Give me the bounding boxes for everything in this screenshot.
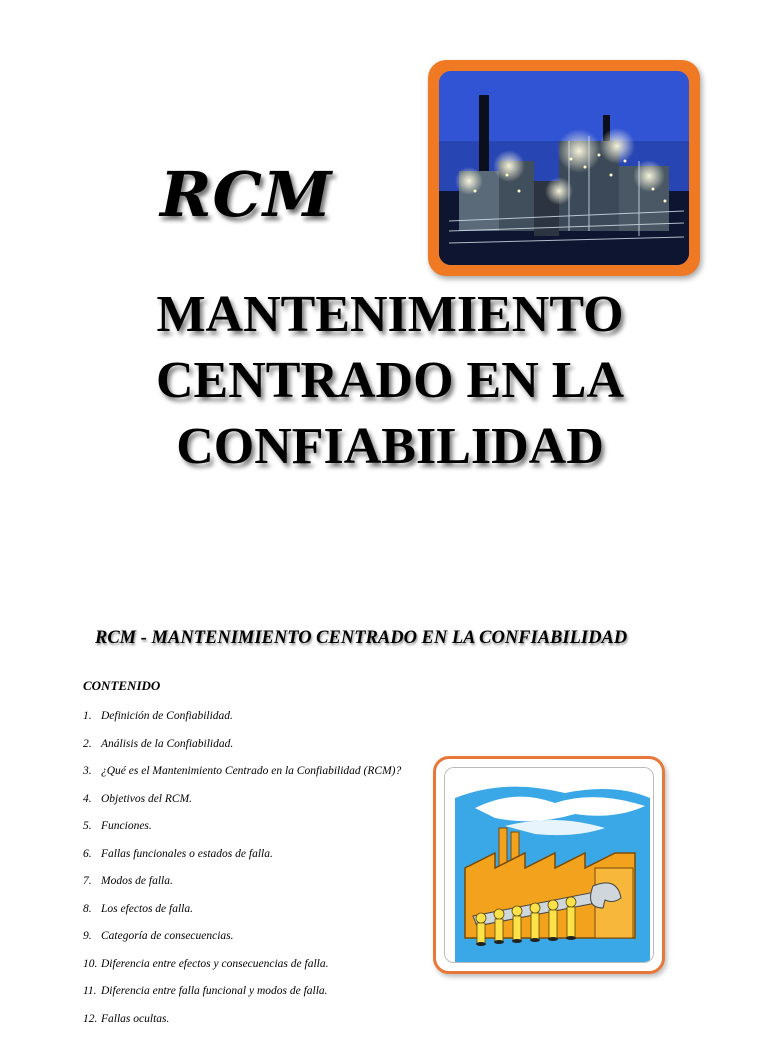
factory-workers-image	[445, 768, 653, 963]
toc-item	[83, 985, 401, 1013]
table-of-contents	[83, 710, 401, 1040]
cover-title-line: MANTENIMIENTO	[150, 282, 630, 348]
toc-item	[83, 793, 401, 821]
toc-item-number: 10.	[83, 958, 101, 970]
toc-item-text: Funciones.	[101, 820, 152, 832]
toc-item	[83, 765, 401, 793]
toc-item-text: Los efectos de falla.	[101, 903, 193, 915]
cover-acronym: RCM	[160, 158, 333, 231]
toc-item-text: Diferencia entre falla funcional y modos de falla.	[101, 985, 328, 997]
toc-item-text: Análisis de la Confiabilidad.	[101, 738, 233, 750]
toc-item	[83, 710, 401, 738]
toc-item-number: 1.	[83, 710, 101, 722]
toc-item-text: Definición de Confiabilidad.	[101, 710, 233, 722]
toc-item-text: Fallas funcionales o estados de falla.	[101, 848, 273, 860]
toc-item-number: 6.	[83, 848, 101, 860]
factory-clipart	[433, 756, 665, 974]
plant-photo	[428, 60, 700, 276]
toc-item-number: 12.	[83, 1013, 101, 1025]
contents-page-title: RCM - MANTENIMIENTO CENTRADO EN LA CONFIABILIDAD	[95, 628, 627, 649]
toc-item-text: Categoría de consecuencias.	[101, 930, 234, 942]
toc-item	[83, 930, 401, 958]
cover-title-line: CONFIABILIDAD	[150, 414, 630, 480]
toc-item	[83, 875, 401, 903]
toc-item-text: Objetivos del RCM.	[101, 793, 192, 805]
toc-item-text: ¿Qué es el Mantenimiento Centrado en la Confiabilidad (RCM)?	[101, 765, 401, 777]
toc-item-text: Modos de falla.	[101, 875, 173, 887]
toc-item	[83, 848, 401, 876]
toc-item	[83, 738, 401, 766]
cover-title	[150, 282, 630, 480]
toc-item-number: 5.	[83, 820, 101, 832]
toc-item-number: 2.	[83, 738, 101, 750]
toc-item-number: 8.	[83, 903, 101, 915]
toc-item-text: Fallas ocultas.	[101, 1013, 169, 1025]
contents-heading: CONTENIDO	[83, 678, 160, 694]
toc-item	[83, 1013, 401, 1040]
toc-item	[83, 958, 401, 986]
cover-title-line: CENTRADO EN LA	[150, 348, 630, 414]
toc-item-number: 4.	[83, 793, 101, 805]
toc-item-number: 11.	[83, 985, 101, 997]
toc-item	[83, 903, 401, 931]
toc-item-number: 9.	[83, 930, 101, 942]
toc-item	[83, 820, 401, 848]
industrial-plant-image	[439, 71, 689, 265]
toc-item-number: 7.	[83, 875, 101, 887]
toc-item-text: Diferencia entre efectos y consecuencias de falla.	[101, 958, 328, 970]
toc-item-number: 3.	[83, 765, 101, 777]
